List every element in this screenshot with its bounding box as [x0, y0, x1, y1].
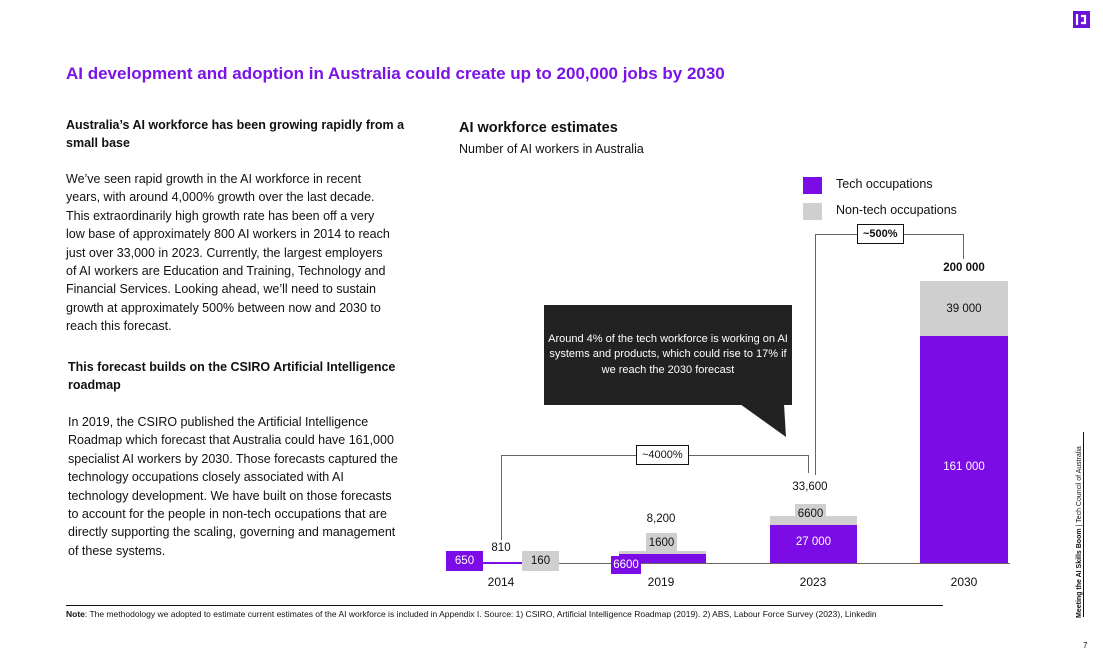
footnote — [66, 609, 877, 619]
note-label: Note — [66, 609, 85, 619]
divider — [66, 605, 943, 606]
x-tick-2030: 2030 — [950, 575, 978, 589]
growth-label-500: ~500% — [857, 224, 904, 244]
value-tech-2019: 6600 — [611, 556, 641, 574]
page-number: 7 — [1083, 641, 1088, 650]
total-2023: 33,600 — [792, 481, 828, 493]
bar-tech-2014 — [483, 562, 523, 564]
legend-label-nontech: Non-tech occupations — [836, 203, 957, 217]
connector — [501, 455, 502, 540]
tca-logo-icon — [1073, 11, 1090, 28]
footer-doc-title — [1076, 446, 1083, 618]
callout-pointer — [740, 404, 790, 439]
chart-subtitle: Number of AI workers in Australia — [459, 142, 644, 156]
legend-swatch-tech — [803, 177, 822, 194]
paragraph: We’ve seen rapid growth in the AI workforce in recent years, with around 4,000% growth over the last decade. This extraordinarily high growth rate has been off a very low base of approximately 800 AI workers in 2014 to reach just over 33,000 in 2023. Currently, the largest employers of AI workers are Education and Training, Technology and Financial Services. Looking ahead, we’ll need to sustain growth at approximately 500% between now and 2030 to reach this forecast. — [66, 172, 390, 334]
note-text: : The methodology we adopted to estimate current estimates of the AI workforce is included in Appendix I. Source: 1) CSIRO, Artificial Intelligence Roadmap (2019). 2) ABS, Labour Force Survey (2023), Linkedin — [84, 609, 877, 619]
total-2014: 810 — [491, 542, 511, 554]
section-heading: Australia’s AI workforce has been growing rapidly from a small base — [66, 118, 405, 150]
x-tick-2019: 2019 — [647, 575, 675, 589]
value-tech-2023: 27 000 — [795, 536, 832, 548]
x-tick-2014: 2014 — [487, 575, 515, 589]
growth-label-4000: ~4000% — [636, 445, 689, 465]
legend-swatch-nontech — [803, 203, 822, 220]
total-2030: 200 000 — [943, 262, 985, 274]
callout-box: Around 4% of the tech workforce is working on AI systems and products, which could rise to 17% if we reach the 2030 forecast — [544, 305, 792, 405]
connector-arrow — [808, 455, 809, 473]
value-nontech-2014: 160 — [522, 551, 559, 571]
total-2019: 8,200 — [646, 513, 676, 525]
paragraph: In 2019, the CSIRO published the Artificial Intelligence Roadmap which forecast that Australia could have 161,000 specialist AI workers by 2030. Those forecasts captured the technology occupations closely associated with AI technology development. We have built on those forecasts to account for the people in non-tech occupations that are directly supporting the scaling, governing and management of these systems. — [68, 415, 398, 558]
value-nontech-2023: 6600 — [795, 504, 826, 524]
section-heading: This forecast builds on the CSIRO Artificial Intelligence roadmap — [68, 360, 396, 392]
doc-name: Meeting the AI Skills Boom — [1076, 528, 1083, 618]
bar-tech-2030 — [920, 336, 1008, 563]
value-nontech-2019: 1600 — [646, 533, 677, 552]
value-tech-2030: 161 000 — [943, 461, 985, 473]
legend-label-tech: Tech occupations — [836, 177, 933, 191]
footer-rule — [1083, 432, 1084, 617]
page-title: AI development and adoption in Australia could create up to 200,000 jobs by 2030 — [66, 64, 725, 83]
connector — [815, 234, 816, 475]
org-name: | Tech Council of Australia — [1076, 446, 1083, 529]
chart-title: AI workforce estimates — [459, 120, 618, 136]
x-tick-2023: 2023 — [799, 575, 827, 589]
value-nontech-2030: 39 000 — [946, 303, 982, 315]
value-tech-2014: 650 — [446, 551, 483, 571]
connector-arrow — [963, 234, 964, 259]
